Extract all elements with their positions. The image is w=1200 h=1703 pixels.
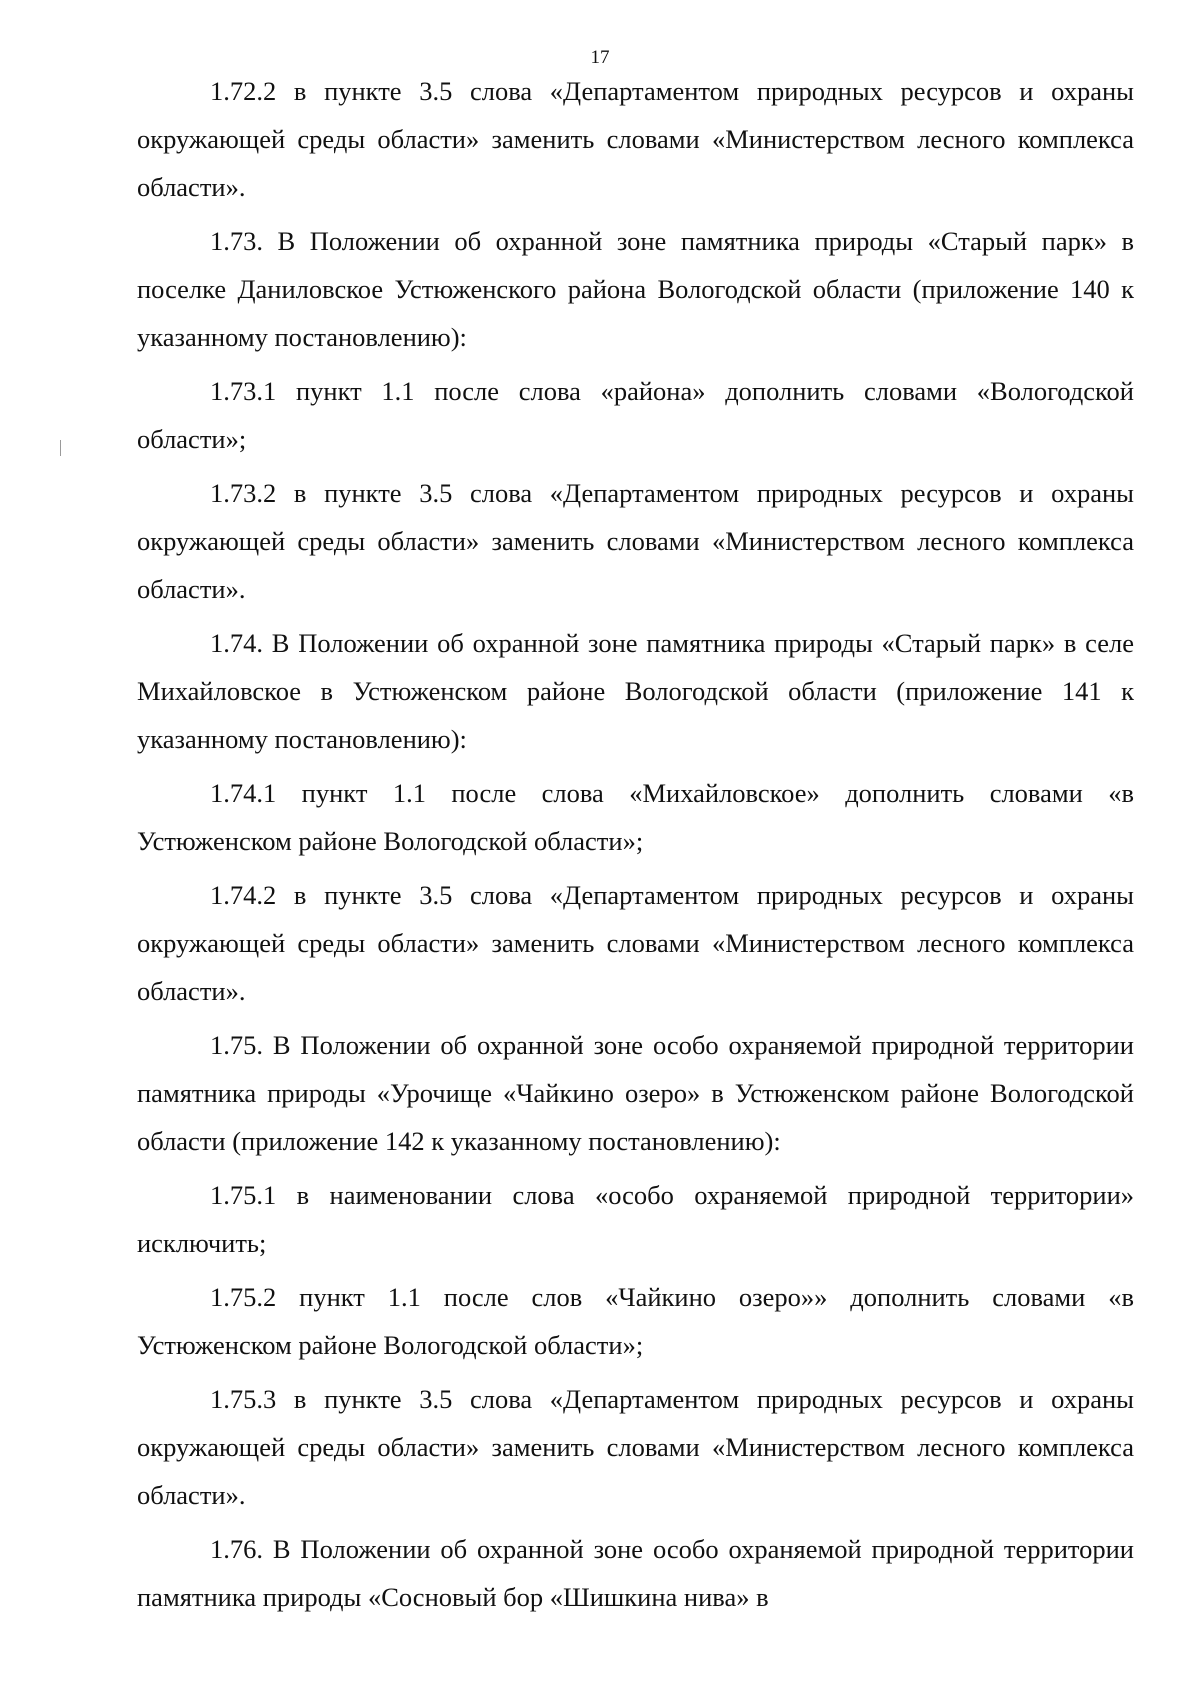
paragraph-1-72-2: 1.72.2 в пункте 3.5 слова «Департаментом природных ресурсов и охраны окружающей среды области» заменить словами «Министерством лесного комплекса области». <box>137 76 1134 202</box>
margin-mark <box>60 440 61 456</box>
paragraph-1-74-1: 1.74.1 пункт 1.1 после слова «Михайловское» дополнить словами «в Устюженском районе Вологодской области»; <box>137 778 1134 856</box>
paragraph-1-75-2: 1.75.2 пункт 1.1 после слов «Чайкино озеро»» дополнить словами «в Устюженском районе Вологодской области»; <box>137 1282 1134 1360</box>
paragraph-1-75-3: 1.75.3 в пункте 3.5 слова «Департаментом природных ресурсов и охраны окружающей среды области» заменить словами «Министерством лесного комплекса области». <box>137 1384 1134 1510</box>
paragraph-1-74-2: 1.74.2 в пункте 3.5 слова «Департаментом природных ресурсов и охраны окружающей среды области» заменить словами «Министерством лесного комплекса области». <box>137 880 1134 1006</box>
paragraph-1-75: 1.75. В Положении об охранной зоне особо охраняемой природной территории памятника природы «Урочище «Чайкино озеро» в Устюженском районе Вологодской области (приложение 142 к указанному постановлению): <box>137 1030 1134 1156</box>
document-body <box>137 67 1134 1627</box>
paragraph-1-73-1: 1.73.1 пункт 1.1 после слова «района» дополнить словами «Вологодской области»; <box>137 376 1134 454</box>
page-number: 17 <box>590 47 610 68</box>
paragraph-1-73: 1.73. В Положении об охранной зоне памятника природы «Старый парк» в поселке Даниловское Устюженского района Вологодской области (приложение 140 к указанному постановлению): <box>137 226 1134 352</box>
paragraph-1-76: 1.76. В Положении об охранной зоне особо охраняемой природной территории памятника природы «Сосновый бор «Шишкина нива» в <box>137 1534 1134 1612</box>
paragraph-1-74: 1.74. В Положении об охранной зоне памятника природы «Старый парк» в селе Михайловское в Устюженском районе Вологодской области (приложение 141 к указанному постановлению): <box>137 628 1134 754</box>
paragraph-1-75-1: 1.75.1 в наименовании слова «особо охраняемой природной территории» исключить; <box>137 1180 1134 1258</box>
paragraph-1-73-2: 1.73.2 в пункте 3.5 слова «Департаментом природных ресурсов и охраны окружающей среды области» заменить словами «Министерством лесного комплекса области». <box>137 478 1134 604</box>
